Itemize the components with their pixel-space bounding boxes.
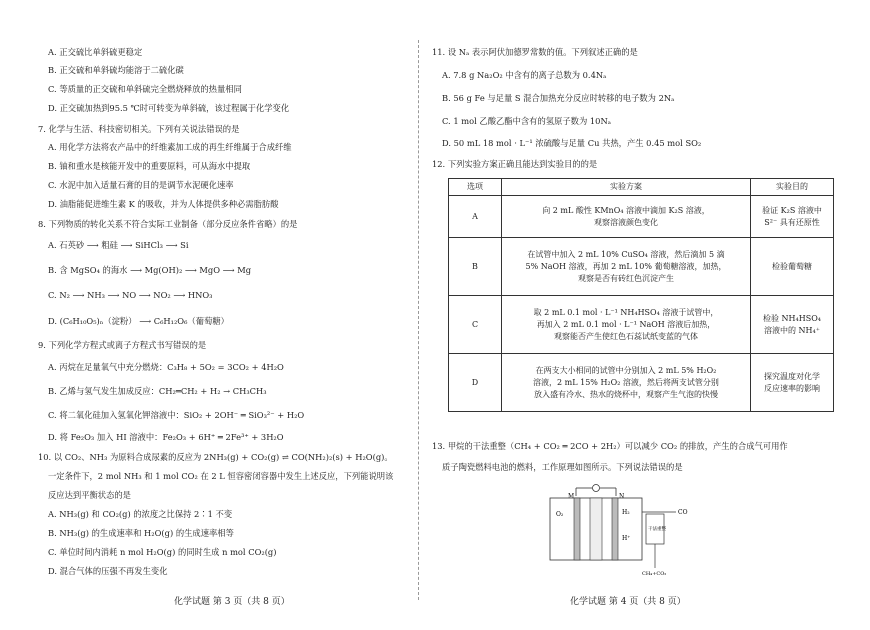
goal-line: 检验葡萄糖 xyxy=(772,261,812,271)
feed-label: CH₄+CO₂ xyxy=(642,571,667,576)
goal-line: S²⁻ 具有还原性 xyxy=(764,217,820,227)
plan-cell xyxy=(502,354,751,412)
electrode-n xyxy=(612,498,618,560)
goal-cell xyxy=(751,196,834,238)
plan-line: 取 2 mL 0.1 mol · L⁻¹ NH₄HSO₄ 溶液于试管中， xyxy=(533,307,719,317)
page-footer: 化学试题 第 3 页（共 8 页） xyxy=(174,597,290,607)
text-line: 反应达到平衡状态的是 xyxy=(48,490,131,500)
text-line: C. N₂ ⟶ NH₃ ⟶ NO ⟶ NO₂ ⟶ HNO₃ xyxy=(48,290,213,300)
electrode-m-label: M xyxy=(568,493,575,500)
experiment-table xyxy=(448,178,834,412)
fuel-cell-diagram xyxy=(546,484,696,576)
plan-line: 再加入 2 mL 0.1 mol · L⁻¹ NaOH 溶液后加热， xyxy=(536,319,716,329)
left-column xyxy=(34,0,426,630)
plan-line: 向 2 mL 酸性 KMnO₄ 溶液中滴加 K₂S 溶液， xyxy=(542,205,710,215)
text-line: D. 50 mL 18 mol · L⁻¹ 浓硫酸与足量 Cu 共热，产生 0.45 mol SO₂ xyxy=(442,138,702,148)
text-line: A. 用化学方法将农产品中的纤维素加工成的再生纤维属于合成纤维 xyxy=(48,142,292,152)
table-header: 实验方案 xyxy=(502,179,751,196)
plan-line: 在两支大小相同的试管中分别加入 2 mL 5% H₂O₂ xyxy=(535,365,717,375)
text-line: C. 单位时间内消耗 n mol H₂O(g) 的同时生成 n mol CO₂(g) xyxy=(48,547,277,557)
text-line: D. 混合气体的压强不再发生变化 xyxy=(48,566,168,576)
text-line: 质子陶瓷燃料电池的燃料，工作原理如图所示。下列说法错误的是 xyxy=(442,462,683,472)
h2-label: H₂ xyxy=(622,509,630,516)
plan-line: 在试管中加入 2 mL 10% CuSO₄ 溶液，然后滴加 5 滴 xyxy=(527,249,725,259)
text-line: B. 56 g Fe 与足量 S 混合加热充分反应时转移的电子数为 2Nₐ xyxy=(442,93,675,103)
plan-line: 观察溶液颜色变化 xyxy=(594,217,658,227)
table-row xyxy=(449,354,834,412)
plan-line: 观察是否有砖红色沉淀产生 xyxy=(578,273,674,283)
text-line: C. 水泥中加入适量石膏的目的是调节水泥硬化速率 xyxy=(48,180,234,190)
question-7: 7. 化学与生活、科技密切相关。下列有关说法错误的是 xyxy=(38,124,240,134)
goal-line: 检验 NH₄HSO₄ xyxy=(763,313,821,323)
text-line: C. 等质量的正交硫和单斜硫完全燃烧释放的热量相同 xyxy=(48,84,242,94)
option-cell: D xyxy=(449,354,502,412)
text-line: D. 油脂能促进维生素 K 的吸收，并为人体提供多种必需脂肪酸 xyxy=(48,199,279,209)
o2-label: O₂ xyxy=(556,511,564,518)
table-row xyxy=(449,196,834,238)
text-line: A. 7.8 g Na₂O₂ 中含有的离子总数为 0.4Nₐ xyxy=(442,70,607,80)
option-cell: A xyxy=(449,196,502,238)
table-header-row xyxy=(449,179,834,196)
goal-line: 反应速率的影响 xyxy=(764,383,820,393)
option-cell: C xyxy=(449,296,502,354)
question-10: 10. 以 CO₂、NH₃ 为原料合成尿素的反应为 2NH₃(g) + CO₂(g) ⇌ CO(NH₂)₂(s) + H₂O(g)。 xyxy=(38,452,393,462)
table-header: 实验目的 xyxy=(751,179,834,196)
plan-line: 溶液，2 mL 15% H₂O₂ 溶液，然后将两支试管分别 xyxy=(533,377,719,387)
goal-cell xyxy=(751,238,834,296)
plan-cell xyxy=(502,238,751,296)
text-line: 一定条件下，2 mol NH₃ 和 1 mol CO₂ 在 2 L 恒容密闭容器中发生上述反应，下列能说明该 xyxy=(48,471,394,481)
option-cell: B xyxy=(449,238,502,296)
text-line: B. NH₃(g) 的生成速率和 H₂O(g) 的生成速率相等 xyxy=(48,528,234,538)
text-line: C. 1 mol 乙酸乙酯中含有的氢原子数为 10Nₐ xyxy=(442,116,611,126)
plan-cell xyxy=(502,196,751,238)
table-header: 选项 xyxy=(449,179,502,196)
text-line: B. 含 MgSO₄ 的海水 ⟶ Mg(OH)₂ ⟶ MgO ⟶ Mg xyxy=(48,265,252,275)
text-line: B. 乙烯与氢气发生加成反应：CH₂═CH₂ + H₂ → CH₃CH₃ xyxy=(48,386,267,396)
plan-cell xyxy=(502,296,751,354)
question-8: 8. 下列物质的转化关系不符合实际工业制备（部分反应条件省略）的是 xyxy=(38,219,298,229)
hplus-label: H⁺ xyxy=(622,535,631,542)
goal-line: 溶液中的 NH₄⁺ xyxy=(764,325,820,335)
electrode-m xyxy=(574,498,580,560)
meter-icon xyxy=(593,485,600,492)
question-13: 13. 甲烷的干法重整（CH₄ + CO₂ ═ 2CO + 2H₂）可以减少 CO₂ 的排放，产生的合成气可用作 xyxy=(432,441,788,451)
goal-line: 验证 K₂S 溶液中 xyxy=(762,205,822,215)
text-line: A. 正交硫比单斜硫更稳定 xyxy=(48,47,143,57)
page-footer: 化学试题 第 4 页（共 8 页） xyxy=(570,597,686,607)
text-line: D. 正交硫加热到95.5 ℃时可转变为单斜硫，该过程属于化学变化 xyxy=(48,103,290,113)
table-row xyxy=(449,238,834,296)
text-line: A. 石英砂 ⟶ 粗硅 ⟶ SiHCl₃ ⟶ Si xyxy=(48,240,189,250)
goal-cell xyxy=(751,354,834,412)
text-line: A. NH₃(g) 和 CO₂(g) 的浓度之比保持 2∶1 不变 xyxy=(48,509,233,519)
goal-line: 探究温度对化学 xyxy=(764,371,820,381)
electrode-n-label: N xyxy=(619,493,625,500)
plan-line: 放入盛有冷水、热水的烧杯中，观察产生气泡的快慢 xyxy=(534,389,718,399)
text-line: D. (C₆H₁₀O₅)ₙ（淀粉） ⟶ C₆H₁₂O₆（葡萄糖） xyxy=(48,316,229,326)
question-9: 9. 下列化学方程式或离子方程式书写错误的是 xyxy=(38,340,207,350)
question-12: 12. 下列实验方案正确且能达到实验目的的是 xyxy=(432,159,598,169)
text-line: D. 将 Fe₂O₃ 加入 HI 溶液中：Fe₂O₃ + 6H⁺ ═ 2Fe³⁺ + 3H₂O xyxy=(48,432,284,442)
goal-cell xyxy=(751,296,834,354)
co-label: CO xyxy=(678,509,688,516)
ceramic-membrane xyxy=(590,498,602,560)
reformer-label: 干法重整 xyxy=(648,527,666,532)
question-11: 11. 设 Nₐ 表示阿伏加德罗常数的值。下列叙述正确的是 xyxy=(432,47,638,57)
plan-line: 观察能否产生使红色石蕊试纸变蓝的气体 xyxy=(554,331,698,341)
text-line: A. 丙烷在足量氧气中充分燃烧：C₃H₈ + 5O₂ = 3CO₂ + 4H₂O xyxy=(48,362,284,372)
text-line: C. 将二氧化硅加入氢氧化钾溶液中：SiO₂ + 2OH⁻ ═ SiO₃²⁻ + H₂O xyxy=(48,410,305,420)
text-line: B. 正交硫和单斜硫均能溶于二硫化碳 xyxy=(48,65,184,75)
text-line: B. 铀和重水是核能开发中的重要原料，可从海水中提取 xyxy=(48,161,251,171)
plan-line: 5% NaOH 溶液，再加 2 mL 10% 葡萄糖溶液，加热， xyxy=(525,261,727,271)
table-row xyxy=(449,296,834,354)
